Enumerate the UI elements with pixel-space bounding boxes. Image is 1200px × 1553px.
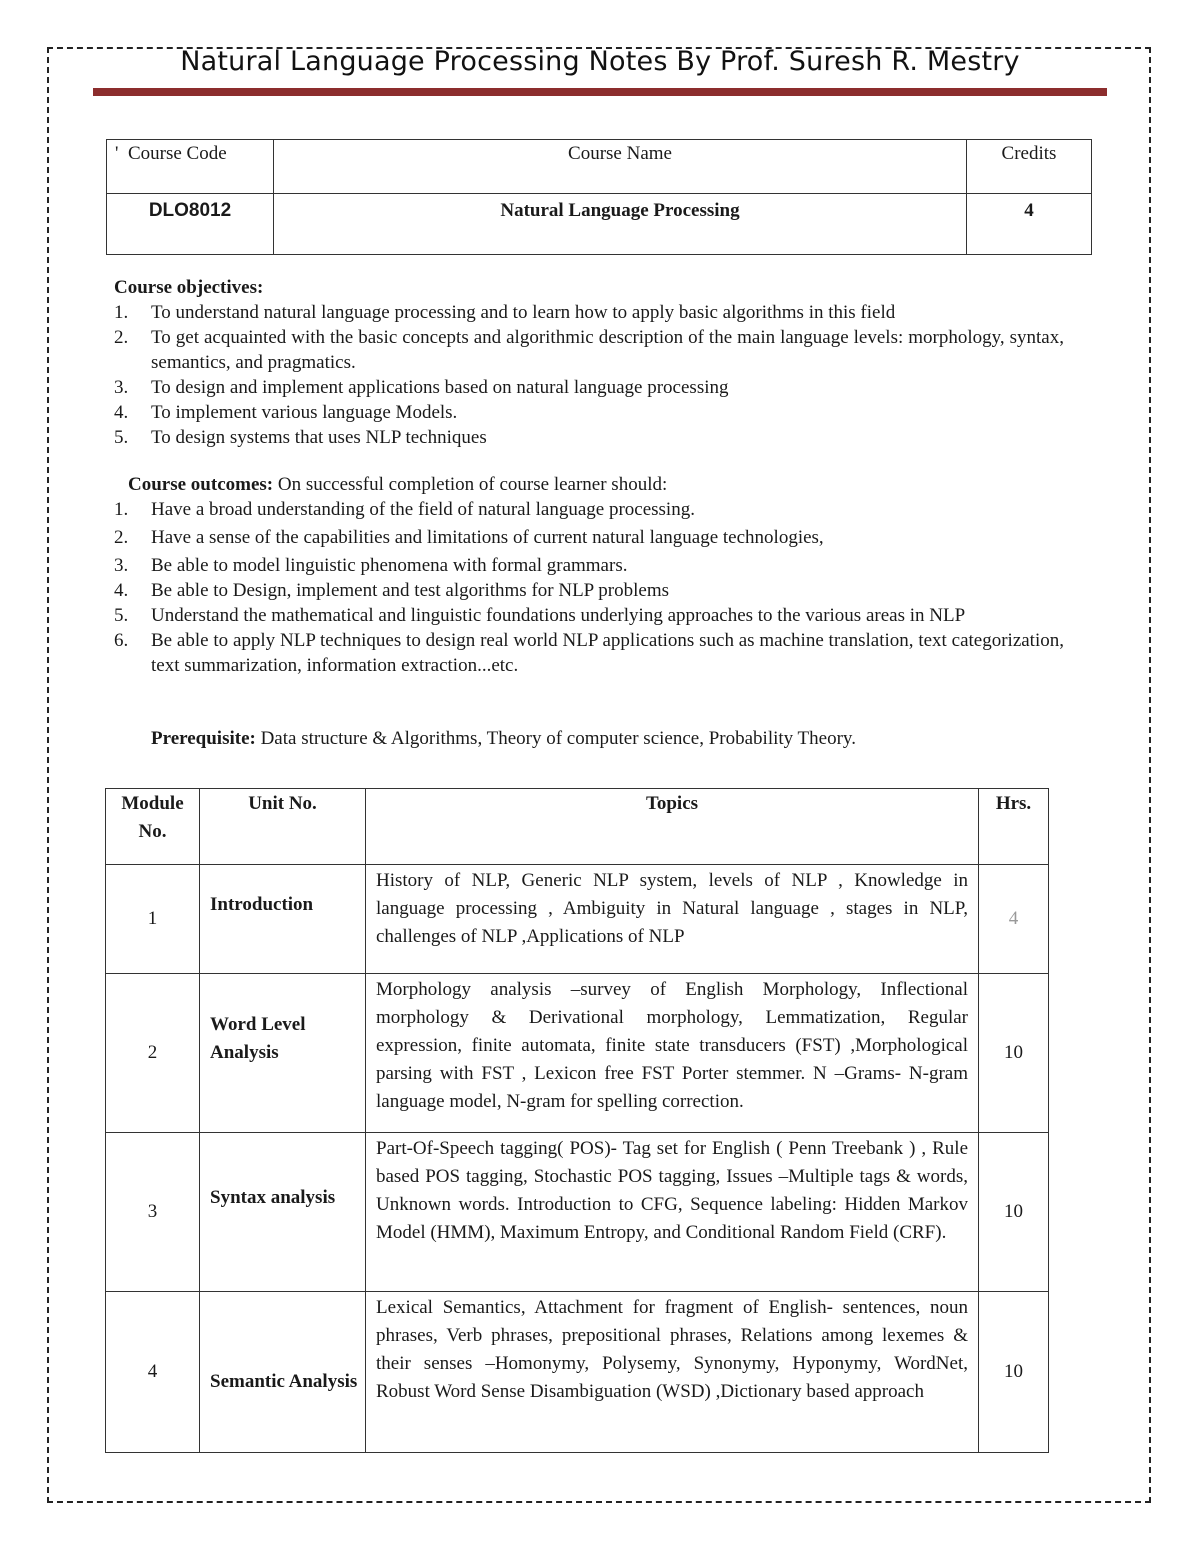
prerequisite-label: Prerequisite: xyxy=(151,728,256,749)
unit-name: Word Level Analysis xyxy=(200,974,366,1133)
module-table-header-row xyxy=(106,789,1049,865)
course-code-header-label: Course Code xyxy=(127,143,227,164)
outcome-item: 1. Have a broad understanding of the field of natural language processing. xyxy=(114,499,695,520)
unit-name: Syntax analysis xyxy=(200,1133,366,1292)
table-row xyxy=(106,1133,1049,1292)
credits-header: Credits xyxy=(967,140,1092,194)
objective-item: 5. To design systems that uses NLP techniques xyxy=(114,427,487,448)
topics-cell: Morphology analysis –survey of English Morphology, Inflectional morphology & Derivational morphology, Lemmatization, Regular expression, finite automata, finite state transducers (FST) ,Morphological parsing with FST , Lexicon free FST Porter stemmer. N –Grams- N-gram language model, N-gram for spelling correction. xyxy=(366,974,979,1133)
table-row xyxy=(106,865,1049,974)
course-code-value: DLO8012 xyxy=(107,194,274,255)
unit-name: Introduction xyxy=(200,865,366,974)
course-code-header xyxy=(107,140,274,194)
prerequisite xyxy=(151,728,856,750)
course-table-header-row xyxy=(107,140,1092,194)
outcomes-intro: On successful completion of course learner should: xyxy=(273,474,668,495)
hours-value: 10 xyxy=(979,974,1049,1133)
course-outcomes xyxy=(114,472,1064,678)
hrs-header: Hrs. xyxy=(979,789,1049,865)
course-table-row xyxy=(107,194,1092,255)
course-objectives xyxy=(114,275,1064,450)
objective-item: 4. To implement various language Models. xyxy=(114,402,458,423)
hours-value: 10 xyxy=(979,1133,1049,1292)
outcome-item: 5. Understand the mathematical and linguistic foundations underlying approaches to the various areas in NLP xyxy=(114,605,966,626)
unit-name: Semantic Analysis xyxy=(200,1292,366,1453)
topics-header: Topics xyxy=(366,789,979,865)
objective-item: 3. To design and implement applications based on natural language processing xyxy=(114,377,729,398)
course-code-marker: ' xyxy=(115,143,119,164)
module-number: 1 xyxy=(106,865,200,974)
credits-value: 4 xyxy=(967,194,1092,255)
module-number: 2 xyxy=(106,974,200,1133)
module-no-header: Module No. xyxy=(106,789,200,865)
module-number: 3 xyxy=(106,1133,200,1292)
objective-item: 1. To understand natural language processing and to learn how to apply basic algorithms in this field xyxy=(114,302,896,323)
hours-value: 4 xyxy=(979,865,1049,974)
objectives-heading: Course objectives: xyxy=(114,277,264,298)
objective-item: 2. To get acquainted with the basic concepts and algorithmic description of the main language levels: morphology, syntax, semantics, and pragmatics. xyxy=(114,327,1064,373)
outcome-item: 3. Be able to model linguistic phenomena with formal grammars. xyxy=(114,555,628,576)
table-row xyxy=(106,974,1049,1133)
header-rule xyxy=(93,88,1107,96)
course-name-header: Course Name xyxy=(274,140,967,194)
page-title: Natural Language Processing Notes By Prof. Suresh R. Mestry xyxy=(180,46,1020,77)
table-row xyxy=(106,1292,1049,1453)
outcome-item: 4. Be able to Design, implement and test algorithms for NLP problems xyxy=(114,580,670,601)
outcomes-heading: Course outcomes: On successful completion of course learner should: xyxy=(128,474,668,495)
module-table xyxy=(105,788,1049,1453)
topics-cell: History of NLP, Generic NLP system, levels of NLP , Knowledge in language processing , Ambiguity in Natural language , stages in NLP, challenges of NLP ,Applications of NLP xyxy=(366,865,979,974)
outcome-item: 6. Be able to apply NLP techniques to design real world NLP applications such as machine translation, text categorization, text summarization, information extraction...etc. xyxy=(114,630,1064,676)
outcome-item: 2. Have a sense of the capabilities and limitations of current natural language technologies, xyxy=(114,527,824,548)
module-number: 4 xyxy=(106,1292,200,1453)
course-name-value: Natural Language Processing xyxy=(274,194,967,255)
topics-cell: Part-Of-Speech tagging( POS)- Tag set for English ( Penn Treebank ) , Rule based POS tagging, Stochastic POS tagging, Issues –Multiple tags & words, Unknown words. Introduction to CFG, Sequence labeling: Hidden Markov Model (HMM), Maximum Entropy, and Conditional Random Field (CRF). xyxy=(366,1133,979,1292)
topics-cell: Lexical Semantics, Attachment for fragment of English- sentences, noun phrases, Verb phrases, prepositional phrases, Relations among lexemes & their senses –Homonymy, Polysemy, Synonymy, Hyponymy, WordNet, Robust Word Sense Disambiguation (WSD) ,Dictionary based approach xyxy=(366,1292,979,1453)
prerequisite-text: Data structure & Algorithms, Theory of computer science, Probability Theory. xyxy=(255,728,856,749)
hours-value: 10 xyxy=(979,1292,1049,1453)
course-table xyxy=(106,139,1092,255)
unit-no-header: Unit No. xyxy=(200,789,366,865)
